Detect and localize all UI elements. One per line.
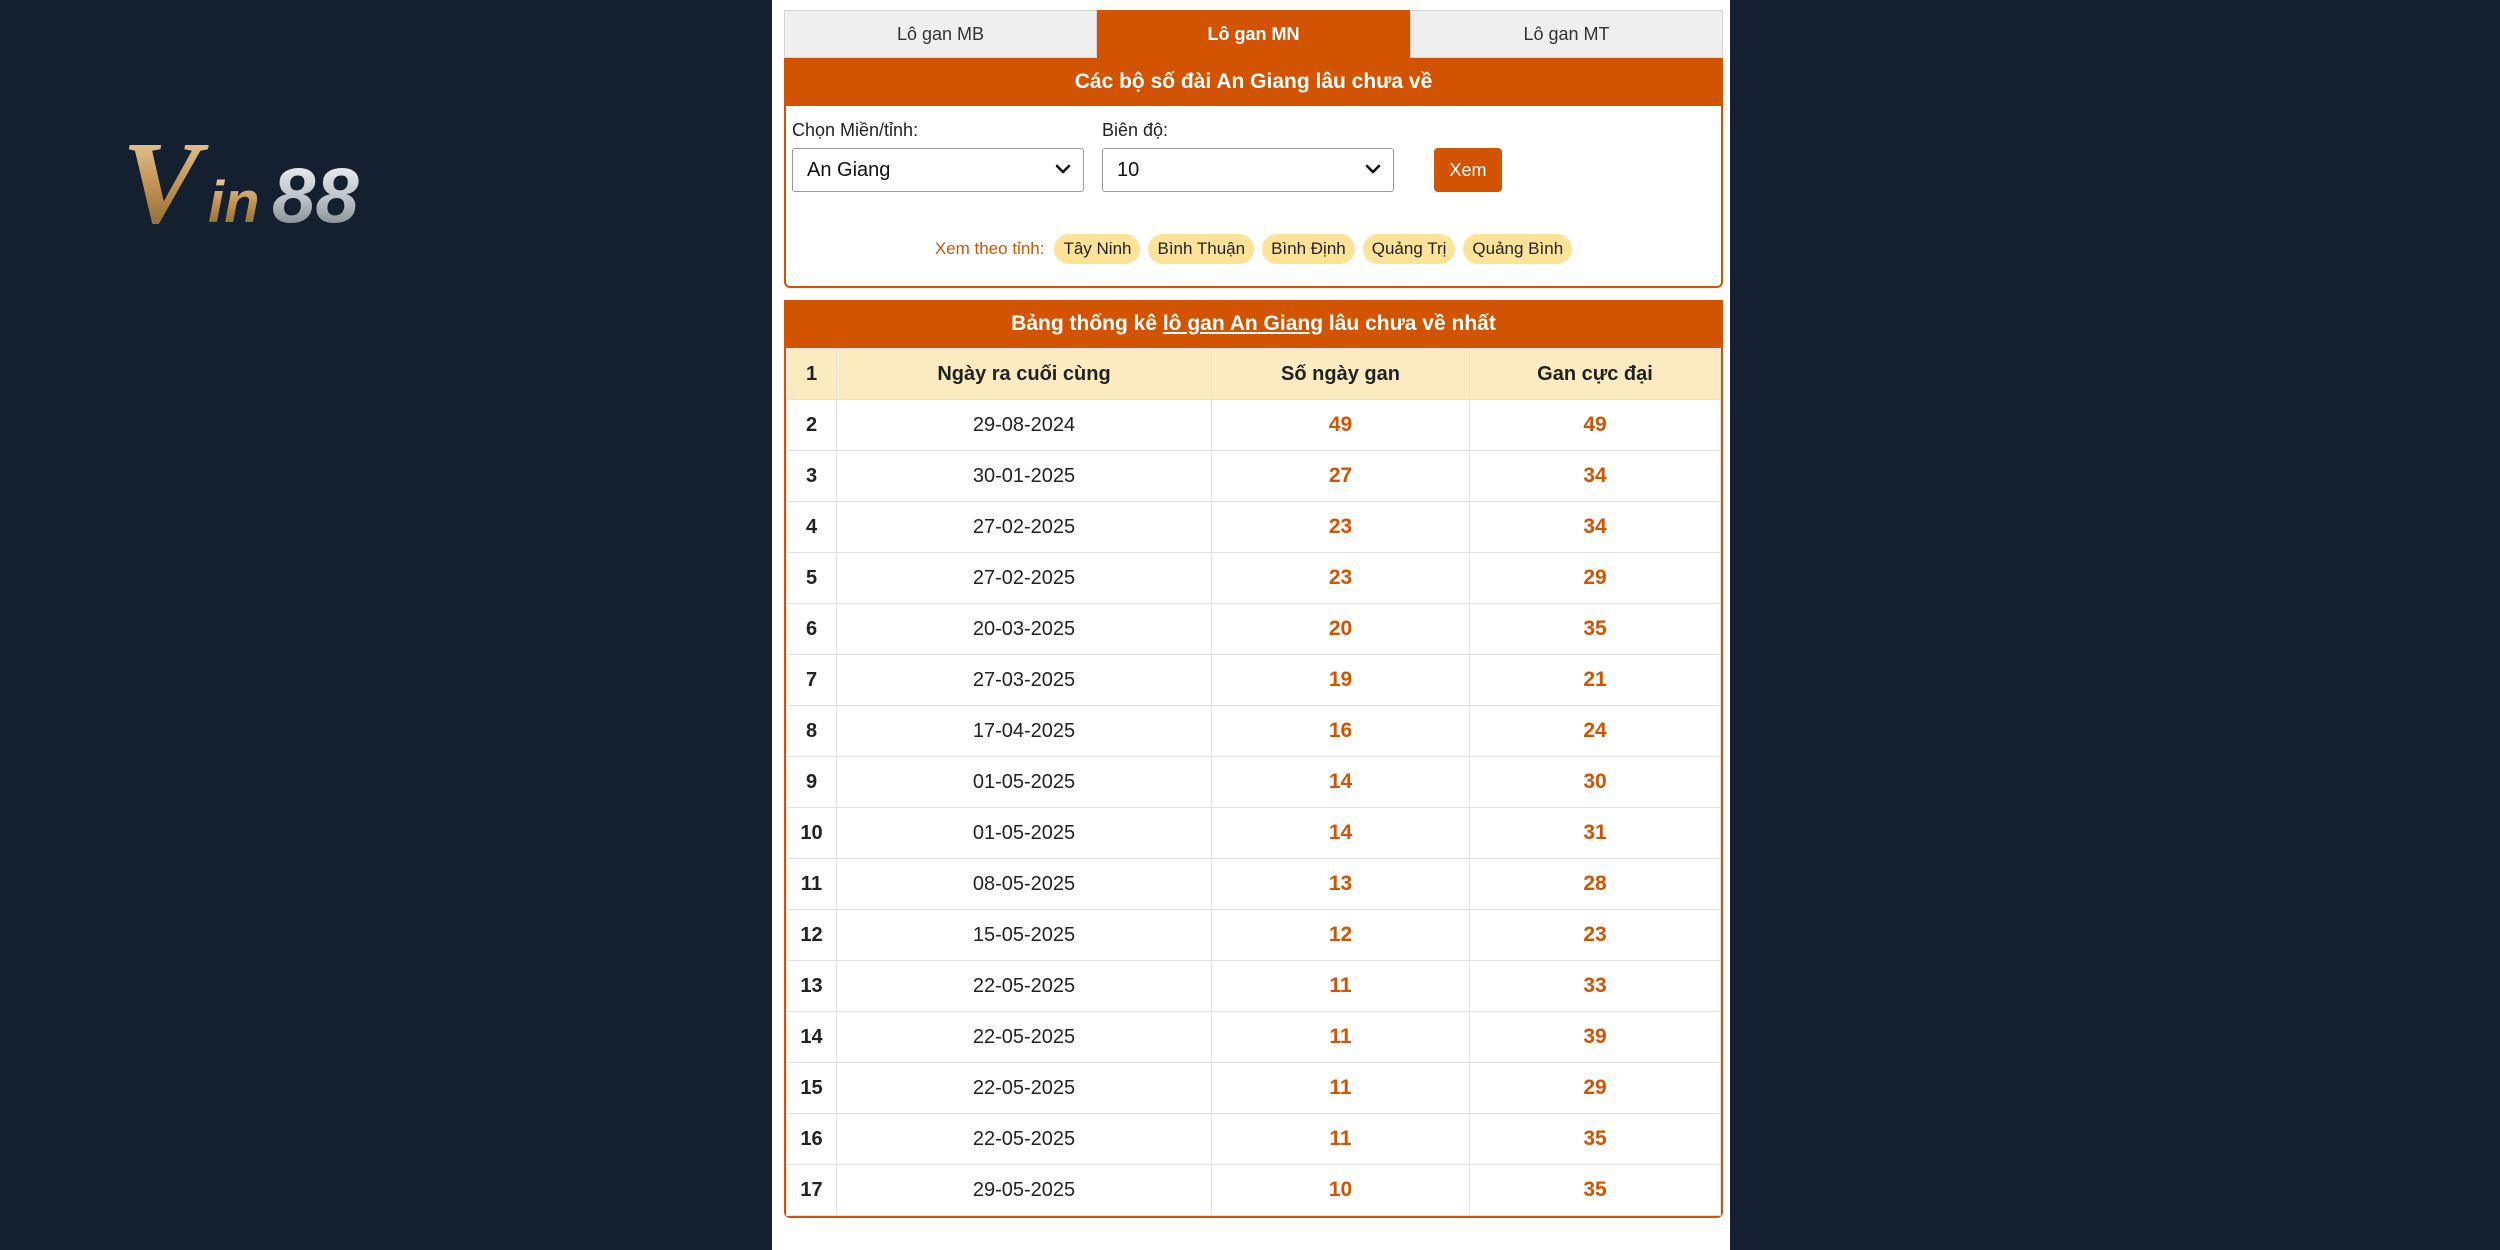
days-gan-cell: 11	[1212, 1063, 1470, 1114]
row-index: 12	[787, 910, 837, 961]
range-label: Biên độ:	[1102, 120, 1169, 140]
table-row	[787, 1012, 1721, 1063]
table-row	[787, 553, 1721, 604]
column-header-index: 1	[787, 349, 837, 400]
days-gan-cell: 13	[1212, 859, 1470, 910]
stats-title-prefix: Bảng thống kê	[1011, 312, 1163, 335]
xem-button[interactable]: Xem	[1434, 148, 1502, 192]
table-row	[787, 1165, 1721, 1216]
range-select[interactable]	[1102, 148, 1394, 192]
last-date-cell: 17-04-2025	[837, 706, 1212, 757]
max-gan-cell: 29	[1470, 1063, 1721, 1114]
max-gan-cell: 49	[1470, 400, 1721, 451]
days-gan-cell: 16	[1212, 706, 1470, 757]
row-index: 14	[787, 1012, 837, 1063]
last-date-cell: 27-03-2025	[837, 655, 1212, 706]
province-prompt: Xem theo tỉnh:	[934, 239, 1045, 258]
table-row	[787, 1114, 1721, 1165]
province-link-tay-ninh[interactable]: Tây Ninh	[1054, 234, 1140, 264]
row-index: 13	[787, 961, 837, 1012]
column-header-days-gan: Số ngày gan	[1212, 349, 1470, 400]
stats-title	[786, 300, 1721, 348]
days-gan-cell: 27	[1212, 451, 1470, 502]
days-gan-cell: 23	[1212, 553, 1470, 604]
province-link-quang-tri[interactable]: Quảng Trị	[1363, 234, 1456, 264]
province-link-binh-dinh[interactable]: Bình Định	[1262, 234, 1355, 264]
logo-wordmark	[122, 118, 359, 230]
row-index: 3	[787, 451, 837, 502]
max-gan-cell: 39	[1470, 1012, 1721, 1063]
row-index: 2	[787, 400, 837, 451]
vin88-logo[interactable]	[122, 118, 482, 230]
province-link-quang-binh[interactable]: Quảng Bình	[1463, 234, 1572, 264]
table-row	[787, 859, 1721, 910]
last-date-cell: 15-05-2025	[837, 910, 1212, 961]
last-date-cell: 27-02-2025	[837, 553, 1212, 604]
tab-lo-gan-mn[interactable]: Lô gan MN	[1097, 10, 1410, 58]
stats-title-link[interactable]: lô gan An Giang	[1162, 312, 1324, 335]
last-date-cell: 30-01-2025	[837, 451, 1212, 502]
row-index: 17	[787, 1165, 837, 1216]
table-row	[787, 400, 1721, 451]
max-gan-cell: 35	[1470, 1114, 1721, 1165]
province-links	[786, 234, 1721, 264]
days-gan-cell: 49	[1212, 400, 1470, 451]
row-index: 15	[787, 1063, 837, 1114]
chevron-down-icon	[1363, 159, 1383, 179]
content-panel	[772, 0, 1730, 1250]
table-row	[787, 1063, 1721, 1114]
last-date-cell: 22-05-2025	[837, 1063, 1212, 1114]
row-index: 7	[787, 655, 837, 706]
max-gan-cell: 30	[1470, 757, 1721, 808]
svg-text:88: 88	[272, 151, 359, 230]
days-gan-cell: 23	[1212, 502, 1470, 553]
max-gan-cell: 24	[1470, 706, 1721, 757]
days-gan-cell: 11	[1212, 1012, 1470, 1063]
row-index: 4	[787, 502, 837, 553]
table-row	[787, 655, 1721, 706]
table-row	[787, 451, 1721, 502]
days-gan-cell: 10	[1212, 1165, 1470, 1216]
last-date-cell: 01-05-2025	[837, 757, 1212, 808]
table-row	[787, 910, 1721, 961]
svg-text:in: in	[208, 170, 260, 230]
table-row	[787, 706, 1721, 757]
row-index: 5	[787, 553, 837, 604]
days-gan-cell: 11	[1212, 961, 1470, 1012]
row-index: 8	[787, 706, 837, 757]
days-gan-cell: 12	[1212, 910, 1470, 961]
region-select[interactable]	[792, 148, 1084, 192]
max-gan-cell: 21	[1470, 655, 1721, 706]
chevron-down-icon	[1053, 159, 1073, 179]
last-date-cell: 22-05-2025	[837, 961, 1212, 1012]
table-row	[787, 604, 1721, 655]
svg-text:V: V	[122, 118, 201, 230]
days-gan-cell: 11	[1212, 1114, 1470, 1165]
last-date-cell: 22-05-2025	[837, 1012, 1212, 1063]
last-date-cell: 01-05-2025	[837, 808, 1212, 859]
max-gan-cell: 33	[1470, 961, 1721, 1012]
filter-header: Các bộ số đài An Giang lâu chưa về	[786, 58, 1721, 106]
column-header-last-date: Ngày ra cuối cùng	[837, 349, 1212, 400]
max-gan-cell: 35	[1470, 1165, 1721, 1216]
last-date-cell: 27-02-2025	[837, 502, 1212, 553]
max-gan-cell: 35	[1470, 604, 1721, 655]
max-gan-cell: 28	[1470, 859, 1721, 910]
last-date-cell: 22-05-2025	[837, 1114, 1212, 1165]
table-header-row	[787, 349, 1721, 400]
table-row	[787, 757, 1721, 808]
max-gan-cell: 23	[1470, 910, 1721, 961]
region-label: Chọn Miền/tỉnh:	[792, 120, 919, 140]
region-select-value: An Giang	[807, 158, 891, 181]
tab-lo-gan-mt[interactable]: Lô gan MT	[1410, 10, 1723, 58]
province-link-binh-thuan[interactable]: Bình Thuận	[1148, 234, 1254, 264]
last-date-cell: 29-05-2025	[837, 1165, 1212, 1216]
last-date-cell: 08-05-2025	[837, 859, 1212, 910]
days-gan-cell: 14	[1212, 757, 1470, 808]
filter-panel	[784, 58, 1723, 288]
column-header-max-gan: Gan cực đại	[1470, 349, 1721, 400]
row-index: 6	[787, 604, 837, 655]
last-date-cell: 29-08-2024	[837, 400, 1212, 451]
row-index: 16	[787, 1114, 837, 1165]
max-gan-cell: 29	[1470, 553, 1721, 604]
days-gan-cell: 19	[1212, 655, 1470, 706]
stats-table	[786, 348, 1721, 1216]
tab-bar	[784, 10, 1723, 58]
days-gan-cell: 14	[1212, 808, 1470, 859]
days-gan-cell: 20	[1212, 604, 1470, 655]
max-gan-cell: 34	[1470, 502, 1721, 553]
stats-title-suffix: lâu chưa về nhất	[1323, 312, 1496, 335]
max-gan-cell: 34	[1470, 451, 1721, 502]
table-row	[787, 808, 1721, 859]
max-gan-cell: 31	[1470, 808, 1721, 859]
table-row	[787, 502, 1721, 553]
row-index: 9	[787, 757, 837, 808]
tab-lo-gan-mb[interactable]: Lô gan MB	[784, 10, 1097, 58]
range-select-value: 10	[1117, 158, 1140, 181]
stats-table-panel	[784, 300, 1723, 1218]
table-row	[787, 961, 1721, 1012]
row-index: 11	[787, 859, 837, 910]
row-index: 10	[787, 808, 837, 859]
last-date-cell: 20-03-2025	[837, 604, 1212, 655]
